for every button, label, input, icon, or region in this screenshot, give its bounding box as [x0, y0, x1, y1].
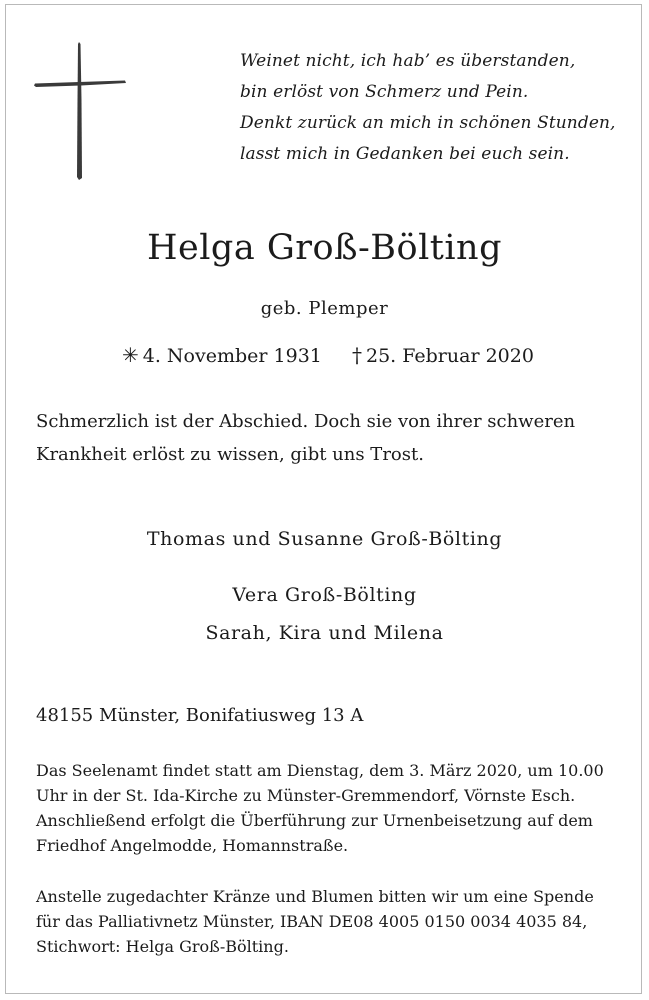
family-member-line: Vera Groß-Bölting [232, 584, 417, 606]
birth-name: geb. Plemper [260, 298, 389, 319]
service-line: Friedhof Angelmodde, Homannstraße. [36, 836, 349, 855]
poem-line: Denkt zurück an mich in schönen Stunden, [240, 113, 616, 133]
message-line: Schmerzlich ist der Abschied. Doch sie von ihrer schweren [36, 411, 576, 432]
poem-line: Weinet nicht, ich hab’ es überstanden, [240, 51, 576, 71]
latin-cross-icon [33, 40, 127, 182]
donation-line: Stichwort: Helga Groß-Bölting. [36, 937, 289, 956]
service-line: Das Seelenamt findet statt am Dienstag, dem 3. März 2020, um 10.00 [36, 761, 604, 780]
donation-notice [36, 884, 636, 959]
service-notice [36, 758, 636, 858]
donation-line: Anstelle zugedachter Kränze und Blumen bitten wir um eine Spende [36, 887, 594, 906]
birth-date [122, 343, 322, 367]
service-line: Uhr in der St. Ida-Kirche zu Münster-Gremmendorf, Vörnste Esch. [36, 786, 576, 805]
donation-line: für das Palliativnetz Münster, IBAN DE08 4005 0150 0034 4035 84, [36, 912, 588, 931]
farewell-message [36, 405, 626, 471]
family-member-line: Thomas und Susanne Groß-Bölting [146, 528, 503, 550]
death-date-text: 25. Februar 2020 [366, 345, 534, 367]
birth-star-icon: ✳ [122, 343, 139, 367]
poem-line: bin erlöst von Schmerz und Pein. [240, 82, 529, 102]
message-line: Krankheit erlöst zu wissen, gibt uns Trost. [36, 444, 424, 465]
deceased-name: Helga Groß-Bölting [147, 228, 502, 268]
death-date [352, 343, 534, 367]
family-member-line: Sarah, Kira und Milena [205, 622, 444, 644]
family-address: 48155 Münster, Bonifatiusweg 13 A [36, 705, 364, 726]
poem-line: lasst mich in Gedanken bei euch sein. [240, 144, 570, 164]
poem [240, 46, 616, 170]
service-line: Anschließend erfolgt die Überführung zur Urnenbeisetzung auf dem [36, 811, 593, 830]
death-cross-icon: † [352, 343, 362, 367]
birth-date-text: 4. November 1931 [142, 345, 322, 367]
